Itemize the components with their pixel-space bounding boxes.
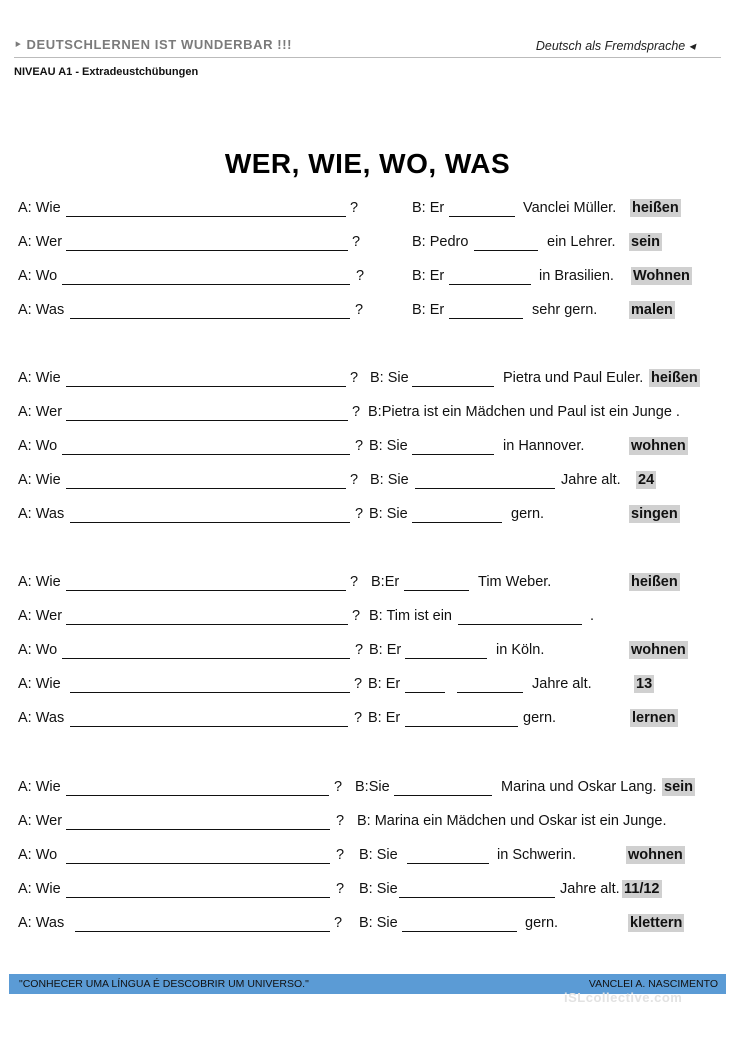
level-label: NIVEAU A1 - Extradeustchübungen [14, 66, 199, 78]
answer-prefix: B: Er [412, 268, 445, 284]
exercise-row [0, 472, 735, 494]
exercise-row [0, 915, 735, 937]
question-prefix: A: Wo [18, 642, 58, 658]
verb-blank[interactable] [412, 386, 494, 388]
verb-hint: lernen [632, 710, 676, 726]
question-prefix: A: Wie [18, 200, 61, 216]
verb-blank[interactable] [407, 863, 489, 865]
answer-sentence: B: Marina ein Mädchen und Oskar ist ein Junge. [357, 813, 667, 829]
exercise-row [0, 438, 735, 460]
verb-blank[interactable] [412, 522, 502, 524]
verb-hint: 11/12 [624, 881, 660, 897]
verb-hint: wohnen [631, 438, 686, 454]
verb-hint: wohnen [628, 847, 683, 863]
verb-hint: sein [664, 779, 694, 795]
question-mark: ? [355, 642, 364, 658]
verb-hint: sein [631, 234, 661, 250]
question-prefix: A: Wie [18, 881, 61, 897]
header-right-subtitle: Deutsch als Fremdsprache ◂ [535, 39, 695, 53]
question-mark: ? [354, 710, 363, 726]
question-prefix: A: Wie [18, 370, 61, 386]
answer-blank[interactable] [66, 795, 329, 797]
answer-text: ein Lehrer. [547, 234, 616, 250]
answer-sentence: B:Pietra ist ein Mädchen und Paul ist ein Junge . [368, 404, 680, 420]
answer-prefix: B: Sie [370, 370, 409, 386]
answer-blank[interactable] [66, 488, 346, 490]
answer-blank[interactable] [66, 250, 348, 252]
footer-author: VANCLEI A. NASCIMENTO [588, 978, 718, 990]
question-prefix: A: Was [18, 506, 65, 522]
answer-text: Vanclei Müller. [523, 200, 617, 216]
answer-prefix: B: Er [412, 302, 445, 318]
verb-blank[interactable] [405, 726, 518, 728]
answer-prefix: B: Pedro [412, 234, 469, 250]
exercise-row [0, 779, 735, 801]
answer-prefix: B: Sie [369, 506, 408, 522]
answer-text: . [590, 608, 595, 624]
answer-text: sehr gern. [532, 302, 598, 318]
answer-prefix: B: Sie [359, 881, 398, 897]
question-prefix: A: Wer [18, 404, 63, 420]
question-mark: ? [355, 438, 364, 454]
answer-text: gern. [523, 710, 557, 726]
answer-text: Marina und Oskar Lang. [501, 779, 657, 795]
question-prefix: A: Wie [18, 574, 61, 590]
answer-blank[interactable] [62, 284, 350, 286]
verb-hint: singen [631, 506, 678, 522]
verb-blank[interactable] [415, 488, 555, 490]
verb-hint: malen [631, 302, 673, 318]
exercise-row [0, 370, 735, 392]
verb-blank[interactable] [449, 318, 523, 320]
verb-blank[interactable] [402, 931, 517, 933]
exercise-row [0, 404, 735, 426]
question-prefix: A: Wie [18, 779, 61, 795]
question-prefix: A: Wer [18, 813, 63, 829]
answer-prefix: B: Er [368, 710, 401, 726]
question-mark: ? [354, 676, 363, 692]
answer-prefix: B: Tim ist ein [369, 608, 452, 624]
question-mark: ? [334, 779, 343, 795]
verb-hint: klettern [630, 915, 683, 931]
question-mark: ? [355, 506, 364, 522]
verb-blank[interactable] [405, 692, 445, 694]
footer-quote: "CONHECER UMA LÍNGUA É DESCOBRIR UM UNIVERSO." [19, 978, 309, 990]
question-mark: ? [350, 370, 359, 386]
verb-hint: heißen [631, 574, 678, 590]
answer-text: in Schwerin. [497, 847, 576, 863]
answer-blank[interactable] [62, 454, 350, 456]
answer-text: Pietra und Paul Euler. [503, 370, 644, 386]
question-mark: ? [356, 268, 365, 284]
exercise-row [0, 302, 735, 324]
question-prefix: A: Wo [18, 268, 58, 284]
verb-blank[interactable] [474, 250, 538, 252]
question-mark: ? [355, 302, 364, 318]
question-prefix: A: Wo [18, 847, 58, 863]
answer-text: Jahre alt. [561, 472, 621, 488]
verb-blank[interactable] [458, 624, 582, 626]
question-prefix: A: Wer [18, 234, 63, 250]
question-mark: ? [350, 472, 359, 488]
answer-prefix: B: Sie [369, 438, 408, 454]
answer-text: in Brasilien. [539, 268, 614, 284]
answer-blank[interactable] [70, 692, 350, 694]
number-blank[interactable] [457, 692, 523, 694]
answer-blank[interactable] [66, 590, 346, 592]
answer-text: gern. [525, 915, 559, 931]
answer-blank[interactable] [66, 829, 330, 831]
question-prefix: A: Was [18, 710, 65, 726]
answer-text: in Hannover. [503, 438, 585, 454]
exercise-row [0, 847, 735, 869]
answer-prefix: B:Er [371, 574, 400, 590]
answer-text: gern. [511, 506, 545, 522]
verb-blank[interactable] [412, 454, 494, 456]
exercise-row [0, 234, 735, 256]
question-mark: ? [336, 813, 345, 829]
question-prefix: A: Was [18, 915, 65, 931]
answer-blank[interactable] [70, 726, 348, 728]
answer-blank[interactable] [70, 522, 350, 524]
answer-blank[interactable] [66, 863, 330, 865]
question-mark: ? [336, 881, 345, 897]
answer-prefix: B: Er [412, 200, 445, 216]
answer-prefix: B: Er [368, 676, 401, 692]
exercise-row [0, 813, 735, 835]
question-mark: ? [334, 915, 343, 931]
answer-blank[interactable] [66, 624, 348, 626]
question-prefix: A: Wo [18, 438, 58, 454]
answer-prefix: B:Sie [355, 779, 390, 795]
verb-hint: 24 [638, 472, 655, 488]
verb-blank[interactable] [449, 284, 531, 286]
answer-blank[interactable] [75, 931, 330, 933]
answer-blank[interactable] [66, 897, 330, 899]
verb-blank[interactable] [449, 216, 515, 218]
question-prefix: A: Wer [18, 608, 63, 624]
question-mark: ? [350, 574, 359, 590]
verb-hint: wohnen [631, 642, 686, 658]
answer-text: in Köln. [496, 642, 545, 658]
exercise-row [0, 608, 735, 630]
answer-text: Jahre alt. [560, 881, 620, 897]
page-title: WER, WIE, WO, WAS [224, 148, 511, 179]
answer-prefix: B: Er [369, 642, 402, 658]
question-prefix: A: Was [18, 302, 65, 318]
verb-blank[interactable] [404, 590, 469, 592]
exercise-row [0, 881, 735, 903]
header-left-title: ‣ DEUTSCHLERNEN IST WUNDERBAR !!! [14, 37, 293, 52]
watermark: iSLcollective.com [564, 990, 683, 1005]
exercise-row [0, 200, 735, 222]
answer-prefix: B: Sie [359, 847, 398, 863]
question-mark: ? [352, 234, 361, 250]
question-prefix: A: Wie [18, 472, 61, 488]
answer-prefix: B: Sie [370, 472, 409, 488]
header-divider [14, 57, 721, 58]
answer-blank[interactable] [66, 386, 346, 388]
verb-hint: heißen [632, 200, 679, 216]
answer-text: Tim Weber. [478, 574, 552, 590]
answer-blank[interactable] [66, 420, 348, 422]
question-mark: ? [336, 847, 345, 863]
question-mark: ? [352, 404, 361, 420]
question-prefix: A: Wie [18, 676, 61, 692]
answer-blank[interactable] [62, 658, 350, 660]
question-mark: ? [352, 608, 361, 624]
exercise-row [0, 268, 735, 290]
answer-text: Jahre alt. [532, 676, 592, 692]
verb-blank[interactable] [405, 658, 487, 660]
verb-hint: 13 [636, 676, 653, 692]
exercise-row [0, 642, 735, 664]
question-mark: ? [350, 200, 359, 216]
exercise-row [0, 710, 735, 732]
answer-blank[interactable] [70, 318, 350, 320]
exercise-row [0, 506, 735, 528]
verb-hint: Wohnen [633, 268, 690, 284]
verb-blank[interactable] [394, 795, 492, 797]
exercise-row [0, 574, 735, 596]
answer-prefix: B: Sie [359, 915, 398, 931]
verb-blank[interactable] [399, 897, 555, 899]
answer-blank[interactable] [66, 216, 346, 218]
exercise-row [0, 676, 735, 698]
verb-hint: heißen [651, 370, 698, 386]
